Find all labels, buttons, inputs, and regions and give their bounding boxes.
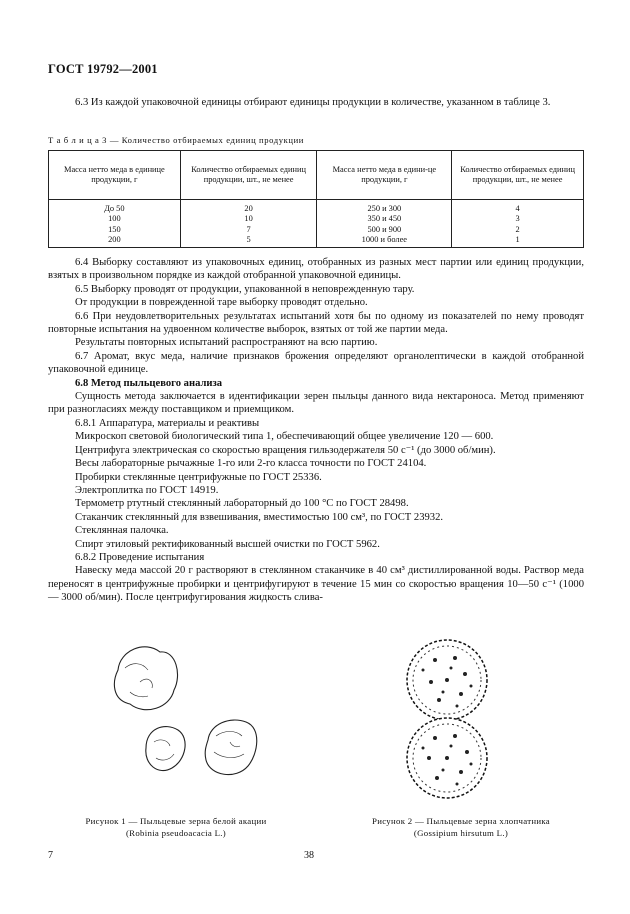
- page-number: 38: [304, 850, 314, 861]
- paragraph: Спирт этиловый ректификованный высшей очистки по ГОСТ 5962.: [75, 538, 380, 550]
- table-cell: 250 и 300: [317, 200, 452, 215]
- paragraph: 6.5 Выборку проводят от продукции, упакованной в неповрежденную тару.: [75, 283, 415, 295]
- paragraph: Электроплитка по ГОСТ 14919.: [75, 484, 219, 496]
- table-cell: 20: [180, 200, 317, 215]
- sampling-table: [48, 150, 584, 248]
- table-row: [49, 200, 584, 215]
- paragraph: Стеклянная палочка.: [75, 525, 169, 537]
- table-cell: 1000 и более: [317, 235, 452, 247]
- document-header: ГОСТ 19792—2001: [48, 62, 158, 76]
- figure-1-caption: [56, 815, 296, 839]
- table-header-cell: Масса нетто меда в единице продукции, г: [49, 151, 181, 200]
- paragraph-6-3: [48, 96, 584, 109]
- paragraph: Пробирки стеклянные центрифужные по ГОСТ 25336.: [75, 471, 322, 483]
- main-text: [48, 256, 584, 605]
- paragraph-text: 6.3 Из каждой упаковочной единицы отбирают единицы продукции в количестве, указанном в таблице 3.: [75, 97, 551, 108]
- paragraph: 6.7 Аромат, вкус меда, наличие признаков брожения определяют органолептически в каждой отобранной упаковочной единице.: [48, 350, 584, 376]
- table-cell: 3: [452, 214, 584, 224]
- paragraph: Микроскоп световой биологический типа 1, обеспечивающий общее увеличение 120 — 600.: [75, 431, 494, 443]
- paragraph: Результаты повторных испытаний распространяют на всю партию.: [75, 337, 378, 349]
- table-cell: 150: [49, 225, 181, 235]
- paragraph: Стаканчик стеклянный для взвешивания, вместимостью 100 см³, по ГОСТ 23932.: [75, 511, 444, 523]
- figure-2-pollen-illustration: [395, 630, 505, 800]
- paragraph: Навеску меда массой 20 г растворяют в стеклянном стаканчике в 40 см³ дистиллированной воды. Раствор меда переносят в центрифужные пробирки и центрифугируют в течение 15 мин со скоростью вращения 10—50 с⁻¹ (1000 — 3000 об/мин). После центрифугирования жидкость слива-: [48, 565, 584, 604]
- table-header-row: [49, 151, 584, 200]
- table-cell: 200: [49, 235, 181, 247]
- table-header-cell: Масса нетто меда в едини-це продукции, г: [317, 151, 452, 200]
- paragraph: От продукции в поврежденной таре выборку проводят отдельно.: [75, 297, 368, 309]
- paragraph: 6.4 Выборку составляют из упаковочных единиц, отобранных из разных мест партии или единиц продукции, взятых в произвольном порядке из каждой отобранной упаковочной единицы.: [48, 257, 584, 282]
- table-caption: Т а б л и ц а 3 — Количество отбираемых единиц продукции: [48, 135, 304, 145]
- paragraph: Термометр ртутный стеклянный лабораторный до 100 °С по ГОСТ 28498.: [75, 498, 409, 510]
- table-cell: 350 и 450: [317, 214, 452, 224]
- table-row: [49, 235, 584, 247]
- table-row: [49, 214, 584, 224]
- section-heading: 6.8 Метод пыльцевого анализа: [75, 377, 223, 389]
- table-cell: 10: [180, 214, 317, 224]
- table-row: [49, 225, 584, 235]
- figure-1-caption-text: Рисунок 1 — Пыльцевые зерна белой акации: [85, 816, 267, 826]
- paragraph: Сущность метода заключается в идентификации зерен пыльцы данного вида нектароноса. Метод применяют при разногласиях между поставщиком и приемщиком.: [48, 391, 584, 416]
- table-cell: 4: [452, 200, 584, 215]
- figure-1-latin-name: (Robinia pseudoacacia L.): [125, 828, 227, 838]
- paragraph: 6.6 При неудовлетворительных результатах испытаний хотя бы по одному из показателей по нему проводят повторные испытания на удвоенном количестве выборок, взятых от той же партии меда.: [48, 310, 584, 336]
- paragraph: Весы лабораторные рычажные 1-го или 2-го класса точности по ГОСТ 24104.: [75, 458, 427, 470]
- footer-left-number: 7: [48, 850, 53, 861]
- figure-2-latin-name: (Gossipium hirsutum L.): [413, 828, 509, 838]
- table-header-cell: Количество отбираемых единиц продукции, шт., не менее: [180, 151, 317, 200]
- table-cell: 500 и 900: [317, 225, 452, 235]
- table-cell: 1: [452, 235, 584, 247]
- table-cell: 7: [180, 225, 317, 235]
- table-cell: 100: [49, 214, 181, 224]
- figure-2-caption: [336, 815, 586, 839]
- figure-2-caption-text: Рисунок 2 — Пыльцевые зерна хлопчатника: [372, 816, 550, 826]
- paragraph: 6.8.2 Проведение испытания: [75, 551, 205, 563]
- table-cell: До 50: [49, 200, 181, 215]
- table-header-cell: Количество отбираемых единиц продукции, шт., не менее: [452, 151, 584, 200]
- paragraph: Центрифуга электрическая со скоростью вращения гильзодержателя 50 с⁻¹ (до 3000 об/мин).: [75, 444, 496, 456]
- paragraph: 6.8.1 Аппаратура, материалы и реактивы: [75, 417, 260, 429]
- table-cell: 5: [180, 235, 317, 247]
- figure-1-pollen-illustration: [90, 630, 280, 800]
- table-cell: 2: [452, 225, 584, 235]
